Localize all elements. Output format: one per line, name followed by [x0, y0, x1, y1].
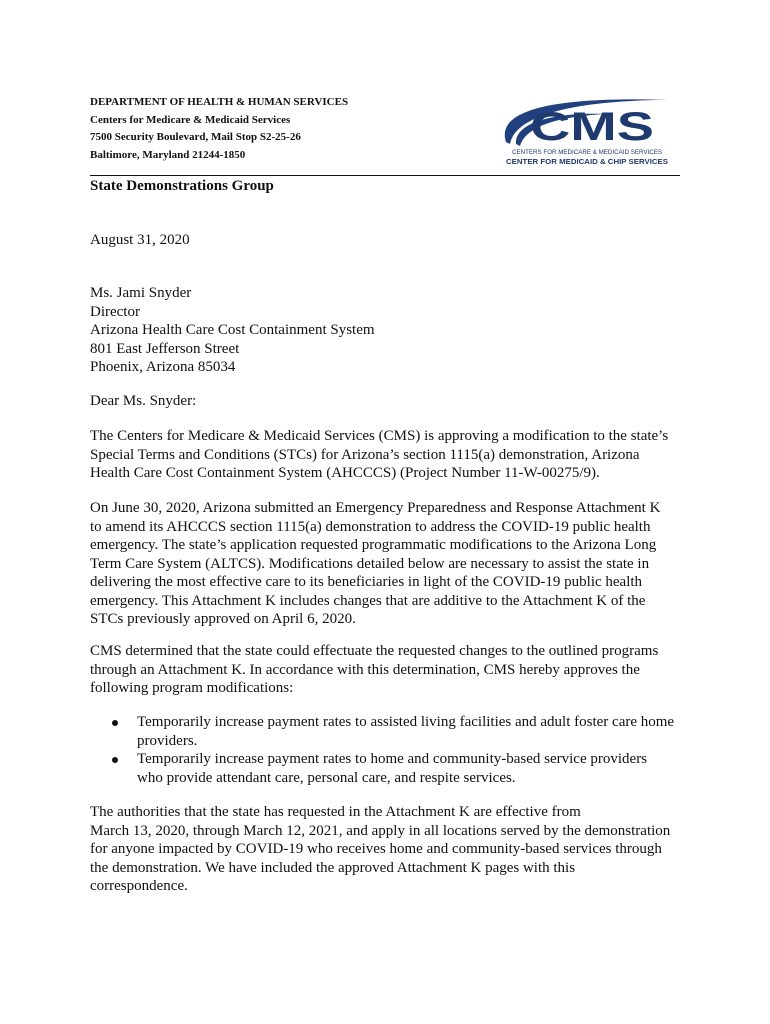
agency-name: Centers for Medicare & Medicaid Services — [90, 113, 291, 126]
paragraph-line: delivering the most effective care to its beneficiaries in light of the COVID-19 public health — [90, 574, 643, 590]
recipient-address — [90, 284, 690, 377]
letter-date: August 31, 2020 — [90, 232, 190, 248]
paragraph-line: emergency. This Attachment K includes changes that are additive to the Attachment K of the — [90, 592, 646, 609]
recipient-street: 801 East Jefferson Street — [90, 340, 240, 357]
recipient-organization: Arizona Health Care Cost Containment System — [90, 322, 375, 338]
list-item-line: providers. — [137, 732, 198, 749]
paragraph-line: correspondence. — [90, 878, 188, 894]
paragraph-line: The Centers for Medicare & Medicaid Services (CMS) is approving a modification to the state’s — [90, 428, 669, 444]
paragraph-line: following program modifications: — [90, 680, 294, 696]
logo-tagline-cms: CENTERS FOR MEDICARE & MEDICAID SERVICES — [512, 149, 662, 156]
list-item — [90, 750, 690, 787]
list-item-line: Temporarily increase payment rates to home and community-based service providers — [137, 751, 648, 767]
paragraph-line: the demonstration. We have included the approved Attachment K pages with this — [90, 859, 576, 876]
bullet-icon — [112, 720, 118, 726]
cms-logo — [486, 92, 672, 168]
modifications-list — [90, 713, 690, 787]
paragraph-line: for anyone impacted by COVID-19 who receives home and community-based services through — [90, 841, 662, 857]
list-item-line: Temporarily increase payment rates to assisted living facilities and adult foster care home — [137, 714, 675, 730]
paragraph-line: to amend its AHCCCS section 1115(a) demonstration to address the COVID-19 public health — [90, 518, 651, 535]
paragraph-line: CMS determined that the state could effectuate the requested changes to the outlined programs — [90, 643, 659, 659]
paragraph-effective-dates — [90, 803, 690, 896]
agency-city: Baltimore, Maryland 21244-1850 — [90, 148, 246, 161]
department-name: DEPARTMENT OF HEALTH & HUMAN SERVICES — [90, 96, 349, 108]
paragraph-determination — [90, 642, 690, 698]
paragraph-line: STCs previously approved on April 6, 2020. — [90, 611, 356, 627]
logo-tagline-cmcs: CENTER FOR MEDICAID & CHIP SERVICES — [506, 159, 669, 166]
paragraph-line: Term Care System (ALTCS). Modifications detailed below are necessary to assist the state in — [90, 555, 650, 572]
bullet-icon — [112, 757, 118, 763]
paragraph-line: On June 30, 2020, Arizona submitted an Emergency Preparedness and Response Attachment K — [90, 500, 661, 516]
list-item-line: who provide attendant care, personal care, and respite services. — [137, 769, 516, 786]
paragraph-line: March 13, 2020, through March 12, 2021, and apply in all locations served by the demonstration — [90, 822, 671, 839]
paragraph-line: Health Care Cost Containment System (AHCCCS) (Project Number 11-W-00275/9). — [90, 465, 600, 481]
logo-wordmark: CMS — [530, 105, 654, 149]
paragraph-submission — [90, 499, 690, 629]
group-heading: State Demonstrations Group — [90, 178, 274, 194]
paragraph-line: emergency. The state’s application requested programmatic modifications to the Arizona Long — [90, 537, 657, 553]
recipient-title: Director — [90, 303, 140, 320]
letterhead-address — [90, 94, 348, 164]
paragraph-line: The authorities that the state has requested in the Attachment K are effective from — [90, 804, 581, 820]
paragraph-line: Special Terms and Conditions (STCs) for Arizona’s section 1115(a) demonstration, Arizona — [90, 446, 640, 463]
recipient-city: Phoenix, Arizona 85034 — [90, 359, 236, 375]
paragraph-line: through an Attachment K. In accordance with this determination, CMS hereby approves the — [90, 661, 640, 678]
recipient-name: Ms. Jami Snyder — [90, 285, 192, 301]
salutation: Dear Ms. Snyder: — [90, 393, 197, 409]
paragraph-approval — [90, 427, 690, 483]
list-item — [90, 713, 690, 750]
agency-street: 7500 Security Boulevard, Mail Stop S2-25-26 — [90, 131, 301, 143]
